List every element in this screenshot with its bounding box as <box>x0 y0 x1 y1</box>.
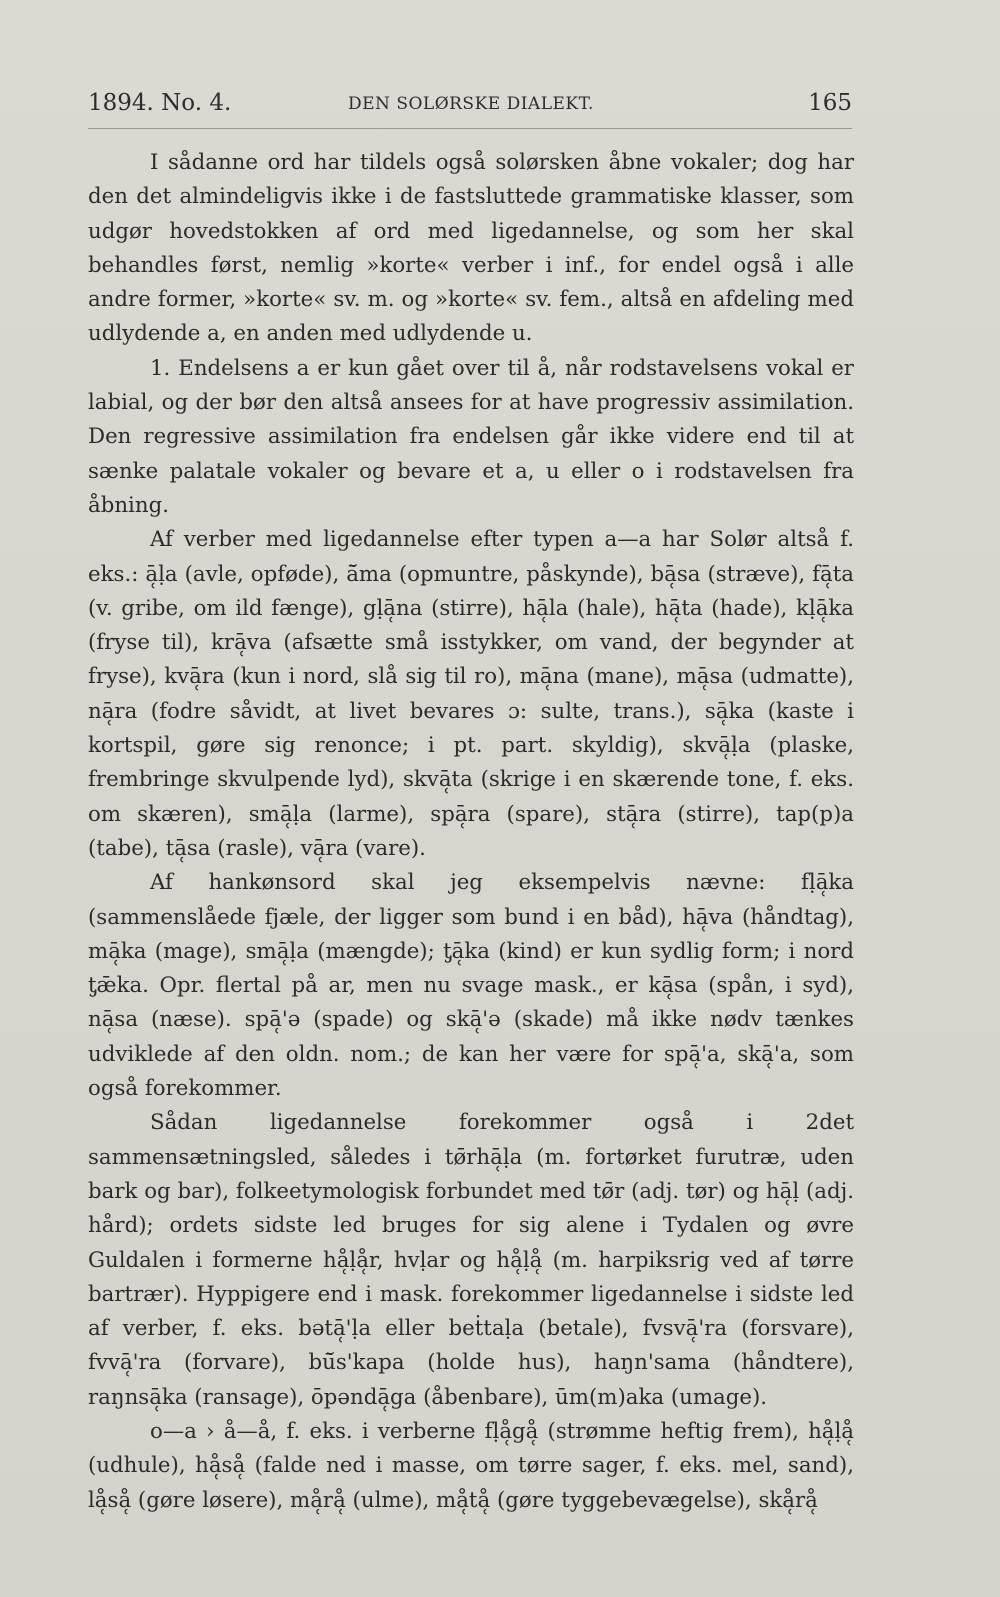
page-number: 165 <box>808 90 852 116</box>
body-text <box>88 146 854 1518</box>
paragraph-2: 1. Endelsens a er kun gået over til å, når rodstavelsens vokal er labial, og der bør den altså ansees for at have progressiv assimilation. Den regressive assimilation fra endelsen går ikke videre end til at sænke palatale vokaler og bevare et a, u eller o i rodstavelsen fra åbning. <box>88 355 854 518</box>
paragraph-5: Sådan ligedannelse forekommer også i 2det sammensætningsled, således i tø̄rhā̜ḷa (m. fortørket furutræ, uden bark og bar), folkeetymologisk forbundet med tø̄r (adj. tør) og hā̜ḷ (adj. hård); ordets sidste led bruges for sig alene i Tydalen og øvre Guldalen i formerne hå̜ḷå̜r, hvḷar og hå̜ḷå̜ (m. harpiksrig ved af tørre bartrær). Hyppigere end i mask. forekommer ligedannelse i sidste led af verber, f. eks. bətā̜'ḷa eller beṫtaḷa (betale), fvsvā̜'ra (forsvare), fvvā̜'ra (forvare), bū̆s'kapa (holde hus), haŋn'sama (håndtere), raŋnsā̜ka (ransage), ōpəndā̜ga (åbenbare), ūm(m)aka (umage). <box>88 1110 854 1410</box>
paragraph-4: Af hankønsord skal jeg eksempelvis nævne: fḷā̜ka (sammenslåede fjæle, der ligger som bund i en båd), hā̜va (håndtag), mā̜ka (mage), smā̜ḷa (mængde); ƫā̜ka (kind) er kun sydlig form; i nord ƫǣka. Opr. flertal på ar, men nu svage mask., er kā̜sa (spån, i syd), nā̜sa (næse). spā̜'ə (spade) og skā̜'ə (skade) må ikke nødv tænkes udviklede af den oldn. nom.; de kan her være for spā̜'a, skā̜'a, som også forekommer. <box>88 870 854 1102</box>
paragraph-3: Af verber med ligedannelse efter typen a—a har Solør altså f. eks.: ā̜ḷa (avle, opføde), ā̆ma (opmuntre, påskynde), bā̜sa (stræve), fā̜ta (v. gribe, om ild fænge), gḷā̜na (stirre), hā̜la (hale), hā̜ta (hade), kḷā̜ka (fryse til), krā̜va (afsætte små isstykker, om vand, der begynder at fryse), kvā̜ra (kun i nord, slå sig til ro), mā̜na (mane), mā̜sa (udmatte), nā̜ra (fodre såvidt, at livet bevares ɔ: sulte, trans.), sā̜ka (kaste i kortspil, gøre sig renonce; i pt. part. skyldig), skvā̜ḷa (plaske, frembringe skvulpende lyd), skvā̜ta (skrige i en skærende tone, f. eks. om skæren), smā̜ḷa (larme), spā̜ra (spare), stā̜ra (stirre), tap(p)a (tabe), tā̜sa (rasle), vā̜ra (vare). <box>88 527 854 861</box>
running-title: DEN SOLØRSKE DIALEKT. <box>348 94 594 114</box>
issue-label: 1894. No. 4. <box>88 90 232 116</box>
paragraph-6: o—a › å—å, f. eks. i verberne fḷå̜gå̜ (strømme heftig frem), hå̜ḷå̜ (udhule), hå̜så̜ (falde ned i masse, om tørre sager, f. eks. mel, sand), lå̜så̜ (gøre løsere), må̜rå̜ (ulme), må̜tå̜ (gøre tyggebevægelse), skå̜rå̜ <box>88 1418 854 1513</box>
paragraph-1: I sådanne ord har tildels også solørsken åbne vokaler; dog har den det almindeligvis ikke i de fastsluttede grammatiske klasser, som udgør hovedstokken af ord med ligedannelse, og som her skal behandles først, nemlig »korte« verber i inf., for endel også i alle andre former, »korte« sv. m. og »korte« sv. fem., altså en afdeling med udlydende a, en anden med udlydende u. <box>88 150 854 347</box>
header-rule <box>88 128 852 129</box>
running-header <box>88 90 852 124</box>
